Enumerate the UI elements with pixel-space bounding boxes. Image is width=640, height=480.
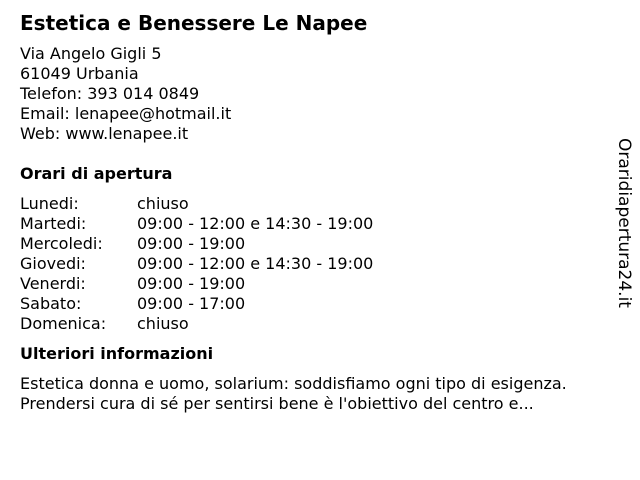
- street-address: Via Angelo Gigli 5: [20, 44, 162, 63]
- email-line: Email: lenapee@hotmail.it: [20, 104, 232, 123]
- address-block: [20, 44, 610, 144]
- hours-row-wednesday: [20, 234, 610, 254]
- web-line: Web: www.lenapee.it: [20, 124, 189, 143]
- day-label: Mercoledi:: [20, 234, 103, 253]
- hours-row-sunday: [20, 314, 610, 334]
- business-card: [20, 10, 610, 414]
- hours-row-monday: [20, 194, 610, 214]
- hours-heading: Orari di apertura: [20, 164, 173, 183]
- phone-line: Telefon: 393 014 0849: [20, 84, 200, 103]
- info-description: [20, 374, 610, 414]
- info-line: Estetica donna e uomo, solarium: soddisfiamo ogni tipo di esigenza.: [20, 374, 567, 393]
- hours-table: [20, 194, 610, 334]
- day-hours: chiuso: [137, 314, 189, 333]
- hours-row-friday: [20, 274, 610, 294]
- info-line: Prendersi cura di sé per sentirsi bene è l'obiettivo del centro e...: [20, 394, 534, 413]
- day-hours: 09:00 - 12:00 e 14:30 - 19:00: [137, 214, 374, 233]
- day-label: Lunedi:: [20, 194, 79, 213]
- day-hours: 09:00 - 19:00: [137, 234, 246, 253]
- day-hours: 09:00 - 12:00 e 14:30 - 19:00: [137, 254, 374, 273]
- hours-row-saturday: [20, 294, 610, 314]
- day-hours: chiuso: [137, 194, 189, 213]
- day-hours: 09:00 - 17:00: [137, 294, 246, 313]
- brand-text: Oraridiapertura24.it: [614, 137, 635, 308]
- brand-watermark: [612, 135, 636, 310]
- day-label: Martedi:: [20, 214, 87, 233]
- hours-row-tuesday: [20, 214, 610, 234]
- hours-row-thursday: [20, 254, 610, 274]
- info-heading: Ulteriori informazioni: [20, 344, 214, 363]
- day-label: Giovedi:: [20, 254, 86, 273]
- postal-city: 61049 Urbania: [20, 64, 139, 83]
- business-name: Estetica e Benessere Le Napee: [20, 11, 368, 35]
- day-label: Sabato:: [20, 294, 82, 313]
- day-hours: 09:00 - 19:00: [137, 274, 246, 293]
- day-label: Venerdi:: [20, 274, 86, 293]
- day-label: Domenica:: [20, 314, 107, 333]
